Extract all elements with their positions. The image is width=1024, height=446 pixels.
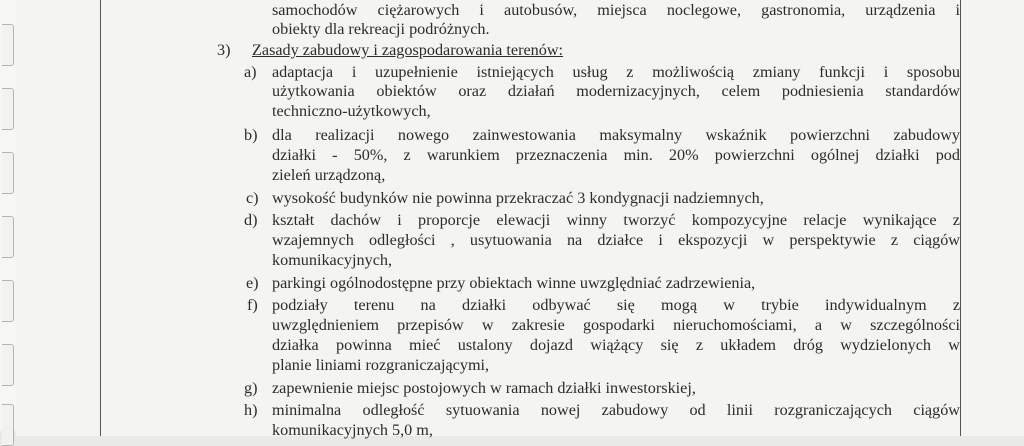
item-a-line: użytkowania obiektów oraz działań modernizacyjnych, celem podniesienia standardów: [272, 82, 960, 100]
item-d-line: wzajemnych odległości , usytuowania na działce i ekspozycji w perspektywie z ciągów: [272, 231, 960, 249]
item-a-line: techniczno-użytkowych,: [272, 102, 431, 120]
item-marker-a: a): [244, 63, 257, 81]
item-h-line: komunikacyjnych 5,0 m,: [272, 421, 433, 439]
item-marker-h: h): [244, 401, 258, 419]
item-marker-e: e): [246, 274, 259, 292]
punch-hole: [2, 88, 14, 130]
item-marker-b: b): [244, 126, 258, 144]
punch-hole: [2, 404, 14, 446]
punch-hole: [2, 216, 14, 258]
item-g-line: zapewnienie miejsc postojowych w ramach działki inwestorskiej,: [272, 379, 696, 397]
item-d-line: kształt dachów i proporcje elewacji winny tworzyć kompozycyjne relacje wynikające z: [272, 211, 960, 229]
item-c-line: wysokość budynków nie powinna przekraczać 3 kondygnacji nadziemnych,: [272, 189, 764, 207]
item-b-line: działki - 50%, z warunkiem przeznaczenia min. 20% powierzchni ogólnej działki pod: [272, 146, 960, 164]
item-b-line: dla realizacji nowego zainwestowania maksymalny wskaźnik powierzchni zabudowy: [272, 126, 960, 144]
punch-hole: [2, 344, 14, 386]
item-f-line: działka powinna mieć ustalony dojazd wiążący się z układem dróg wydzielonych w: [272, 336, 960, 354]
item-a-line: adaptacja i uzupełnienie istniejących usług z możliwością zmiany funkcji i sposobu: [272, 63, 960, 81]
item-e-line: parkingi ogólnodostępne przy obiektach winne uwzględniać zadrzewienia,: [272, 274, 756, 292]
item-d-line: komunikacyjnych,: [272, 251, 393, 269]
item-f-line: podziały terenu na działki odbywać się mogą w trybie indywidualnym z: [272, 296, 960, 314]
item-marker-d: d): [244, 211, 258, 229]
item-f-line: uwzględnieniem przepisów w zakresie gospodarki nieruchomościami, a w szczególności: [272, 316, 960, 334]
binder-margin: [0, 0, 16, 431]
punch-hole: [2, 152, 14, 194]
item-h-line: minimalna odległość sytuowania nowej zabudowy od linii rozgraniczających ciągów: [272, 401, 960, 419]
right-border-line: [960, 0, 961, 436]
item-marker-f: f): [247, 296, 258, 314]
punch-hole: [2, 280, 14, 322]
intro-line: obiekty dla rekreacji podróżnych.: [272, 20, 490, 38]
left-border-line: [100, 0, 101, 436]
item-marker-c: c): [246, 189, 259, 207]
document-page: [16, 0, 1024, 439]
section-number: 3): [217, 41, 231, 59]
item-b-line: zieleń urządzoną,: [272, 166, 386, 184]
punch-hole: [2, 24, 14, 66]
item-f-line: planie liniami rozgraniczającymi,: [272, 356, 490, 374]
intro-line: samochodów ciężarowych i autobusów, miejsca noclegowe, gastronomia, urządzenia i: [272, 1, 960, 19]
section-title: Zasady zabudowy i zagospodarowania terenów:: [252, 41, 564, 59]
item-marker-g: g): [244, 379, 258, 397]
